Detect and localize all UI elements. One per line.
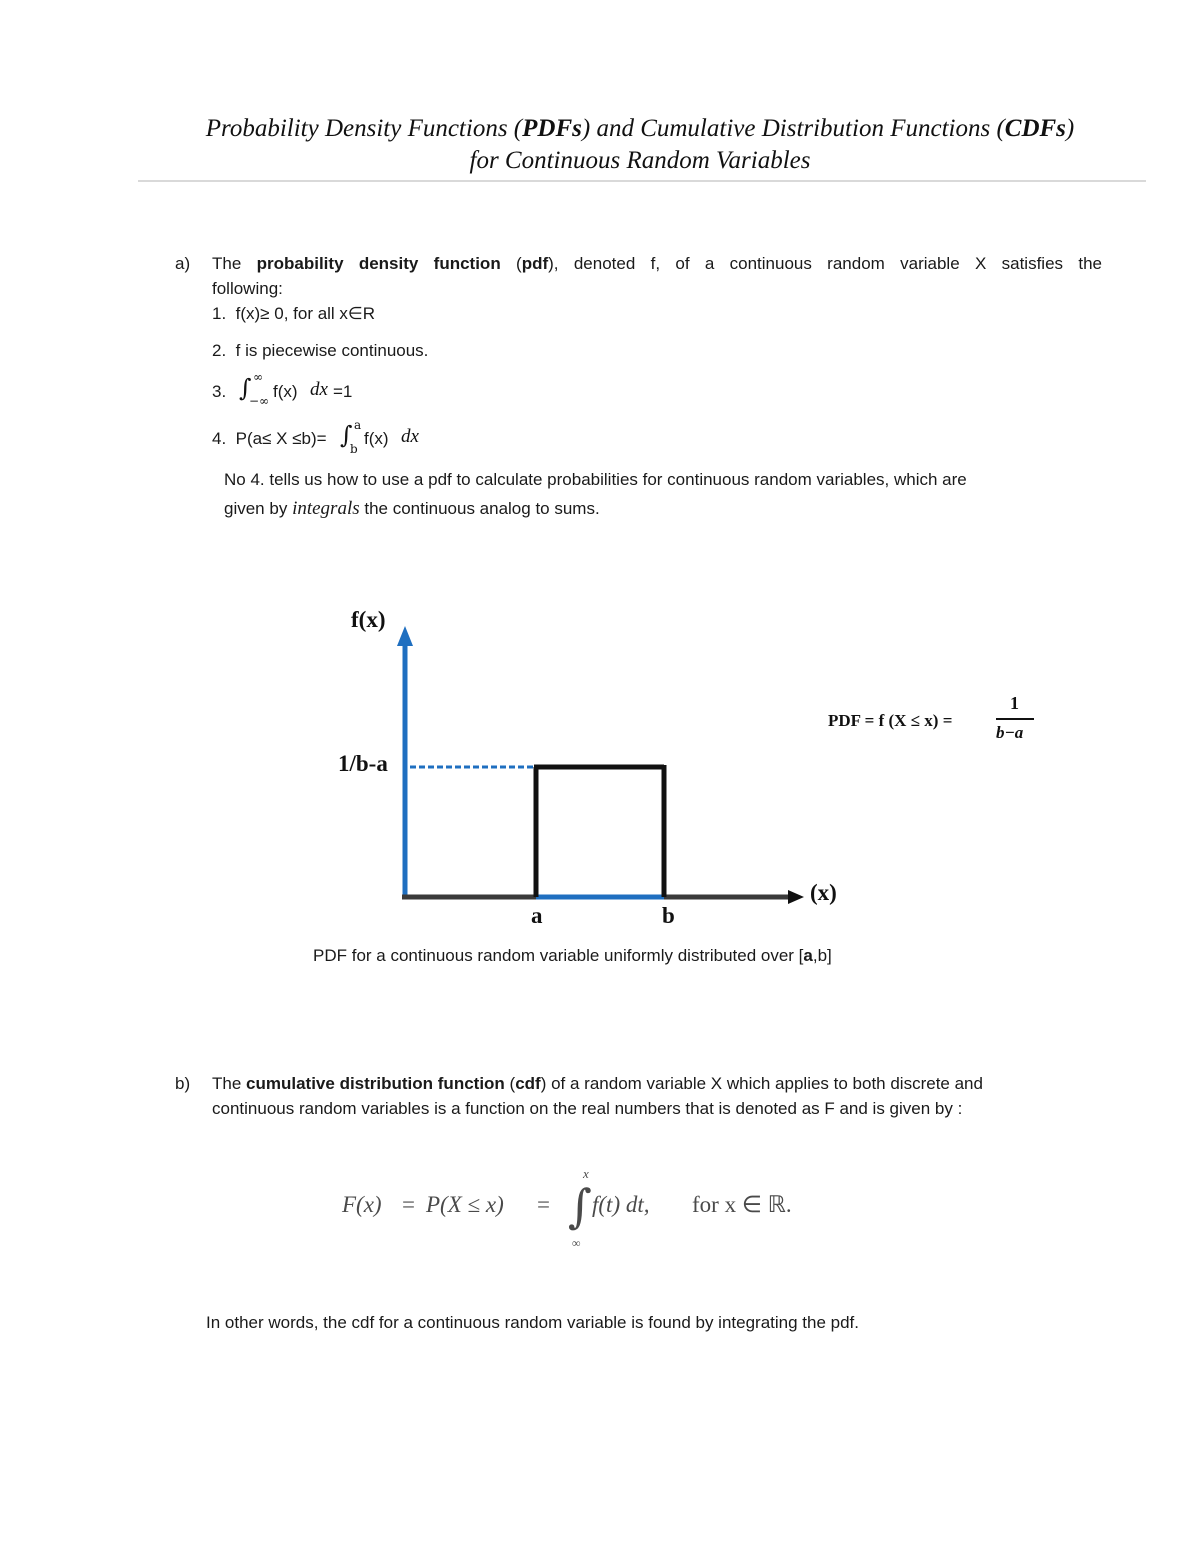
title-pdfs: PDFs (522, 115, 582, 142)
cdf-formula: F(x) = P(X ≤ x) = ∫ x ∞ f(t) dt, for x ∈ ℝ. (342, 1166, 792, 1250)
list-item: 2. f is piecewise continuous. (212, 341, 429, 360)
x-axis-arrow (788, 890, 804, 904)
title-cdfs: CDFs (1004, 115, 1066, 142)
integral-upper: a (354, 418, 362, 432)
list-item: 3. (212, 382, 227, 401)
y-axis-label: f(x) (351, 607, 386, 632)
closing-sentence: In other words, the cdf for a continuous random variable is found by integrating the pdf. (206, 1313, 859, 1332)
integral-lower: −∞ (249, 394, 270, 408)
y-axis-arrow (397, 626, 413, 646)
fraction-bar (996, 718, 1034, 720)
integral-upper: ∞ (253, 370, 263, 384)
list-item: 1. f(x)≥ 0, for all x∈R (212, 304, 376, 323)
page-subtitle: for Continuous Random Variables (469, 147, 811, 174)
integral-range: ∫ a b f(x) dx (340, 418, 419, 456)
formula-denominator: b−a (996, 723, 1024, 742)
tick-label-a: a (531, 903, 543, 928)
term-cdf: cumulative distribution function (246, 1074, 505, 1093)
note-line-1: No 4. tells us how to use a pdf to calculate probabilities for continuous random variables, which are (224, 470, 967, 489)
emphasis-integrals: integrals (292, 498, 360, 519)
integral-lower: b (350, 442, 358, 456)
cdf-integral-upper: x (583, 1166, 589, 1181)
level-label: 1/b-a (338, 751, 388, 776)
section-a-intro: The probability density function (pdf), denoted f, of a continuous random variable X satisfies the (212, 254, 1102, 273)
integral-sign: ∫ (239, 374, 252, 402)
pdf-formula: PDF = f (X ≤ x) = 1 b−a (828, 693, 1048, 753)
uniform-pdf-diagram (0, 600, 1200, 960)
formula-numerator: 1 (1010, 693, 1019, 713)
tick-label-b: b (662, 903, 675, 928)
term-pdf: probability density function (256, 254, 501, 273)
integral-total: ∫ ∞ −∞ f(x) dx =1 (239, 370, 353, 408)
section-a-intro-cont: following: (212, 279, 283, 298)
section-a-marker: a) (175, 254, 191, 273)
section-b-line-2: continuous random variables is a function on the real numbers that is denoted as F and is given by : (212, 1099, 963, 1118)
section-b-line-1: The cumulative distribution function (cdf) of a random variable X which applies to both discrete and (212, 1074, 983, 1093)
diagram-caption: PDF for a continuous random variable uniformly distributed over [a,b] (313, 946, 832, 965)
x-axis-label: (x) (810, 880, 837, 905)
cdf-integral-lower: ∞ (572, 1236, 581, 1250)
page-title: Probability Density Functions (PDFs) and Cumulative Distribution Functions (CDFs) (205, 115, 1075, 142)
list-item: 4. P(a≤ X ≤b)= (212, 429, 327, 448)
note-line-2: given by integrals the continuous analog to sums. (224, 498, 600, 519)
section-b-marker: b) (175, 1074, 191, 1093)
integral-sign: ∫ (340, 421, 353, 449)
cdf-integral-sign: ∫ (568, 1179, 592, 1233)
title-divider (138, 180, 1146, 182)
